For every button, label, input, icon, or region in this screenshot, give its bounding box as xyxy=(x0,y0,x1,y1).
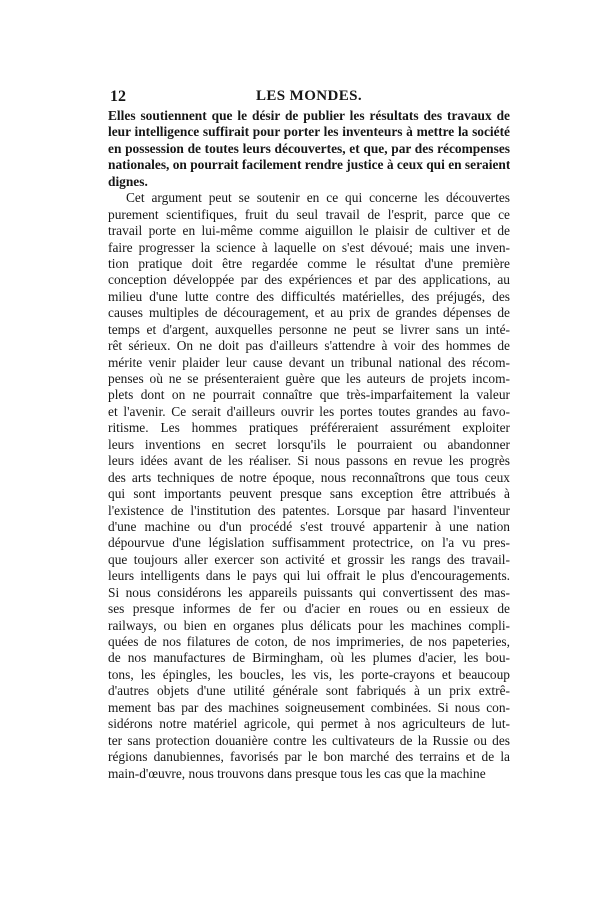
text-line: railways, ou bien en organes plus délicats pour les machines compli- xyxy=(108,617,510,633)
text-line: quées de nos filatures de coton, de nos imprimeries, de nos papeteries, xyxy=(108,634,510,649)
text-line: dignes. xyxy=(108,173,148,189)
text-line: causes multiples de découragement, et au prix de grandes dépenses de xyxy=(108,305,510,321)
text-line: leurs inventions en secret lorsqu'ils le pourraient ou abandonner xyxy=(108,436,510,452)
text-line: leurs intelligents dans le pays qui lui offrait le plus d'encouragements. xyxy=(108,568,510,584)
text-line: nationales, on pourrait facilement rendre justice à ceux qui en seraient xyxy=(108,157,510,173)
text-line: des arts techniques de notre époque, nous reconnaîtrons que tous ceux xyxy=(108,469,510,485)
text-line: que toujours aller exercer son activité et grossir les rangs des travail- xyxy=(108,551,510,567)
text-line: temps et d'argent, auxquelles personne ne peut se livrer sans un inté- xyxy=(108,321,510,337)
paragraph xyxy=(108,190,510,782)
text-line: Elles soutiennent que le désir de publier les résultats des travaux de xyxy=(108,108,510,123)
text-line: mement bas par des machines soigneusement combinées. Si nous con- xyxy=(108,699,510,715)
text-line: conception développée par des expériences et par des applications, au xyxy=(108,272,510,288)
text-line: de nos manufactures de Birmingham, où les plumes d'acier, les bou- xyxy=(108,650,510,666)
text-line: ritisme. Les hommes pratiques préféreraient assurément exploiter xyxy=(108,420,510,436)
text-line: tons, les épingles, les boucles, les vis, les porte-crayons et beaucoup xyxy=(108,666,510,682)
text-line: qui sont importants peuvent presque sans exception être attribués à xyxy=(108,486,510,502)
text-line: ses presque informes de fer ou d'acier en roues ou en essieux de xyxy=(108,601,510,617)
text-line: sidérons notre matériel agricole, qui permet à nos agriculteurs de lut- xyxy=(108,716,510,732)
text-line: plets dont on ne pourrait connaître que très-imparfaitement la valeur xyxy=(108,387,510,403)
text-line: Cet argument peut se soutenir en ce qui concerne les découvertes xyxy=(126,190,510,206)
paragraph xyxy=(108,108,510,190)
text-line: faire progresser la science à laquelle on s'est dévoué; mais une inven- xyxy=(108,239,510,255)
text-line: rêt sérieux. On ne doit pas d'ailleurs s'attendre à voir des hommes de xyxy=(108,338,510,354)
text-line: en possession de toutes leurs découvertes, et que, par des récompenses xyxy=(108,140,510,156)
text-line: dépourvue d'une législation suffisamment protectrice, on l'a vu pres- xyxy=(108,535,510,551)
body-text xyxy=(108,108,510,782)
text-line: régions danubiennes, favorisés par le bon marché des terrains et de la xyxy=(108,749,510,765)
text-line: purement scientifiques, fruit du seul travail de l'esprit, parce que ce xyxy=(108,206,510,222)
text-line: travail porte en lui-même comme aiguillon le plaisir de cultiver et de xyxy=(108,223,510,239)
text-line: Si nous considérons les appareils puissants qui convertissent des mas- xyxy=(108,584,510,600)
text-line: penses où ne se présenteraient guère que les auteurs de projets incom- xyxy=(108,371,510,386)
text-line: d'autres objets d'une utilité générale sont fabriqués à un prix extrê- xyxy=(108,683,510,699)
text-line: d'une machine ou d'un procédé s'est trouvé appartenir à une nation xyxy=(108,518,510,534)
text-line: leurs idées avant de les réaliser. Si nous passons en revue les progrès xyxy=(108,453,510,469)
text-line: ter sans protection douanière contre les cultivateurs de la Russie ou des xyxy=(108,732,510,748)
text-line: main-d'œuvre, nous trouvons dans presque tous les cas que la machine xyxy=(108,765,486,781)
page-header xyxy=(108,88,510,108)
text-line: milieu d'une lutte contre des difficultés matérielles, des préjugés, des xyxy=(108,288,510,304)
text-line: l'existence de l'institution des patentes. Lorsque par hasard l'inventeur xyxy=(108,502,510,518)
page-number: 12 xyxy=(110,88,126,105)
text-line: mérite venir plaider leur cause devant un tribunal national des récom- xyxy=(108,354,510,370)
text-line: leur intelligence suffirait pour porter les inventeurs à mettre la société xyxy=(108,124,510,140)
text-line: tion pratique doit être regardée comme le résultat d'une première xyxy=(108,255,510,271)
running-title: LES MONDES. xyxy=(255,88,363,104)
text-line: et l'avenir. Ce serait d'ailleurs ouvrir les portes toutes grandes au favo- xyxy=(108,403,510,419)
